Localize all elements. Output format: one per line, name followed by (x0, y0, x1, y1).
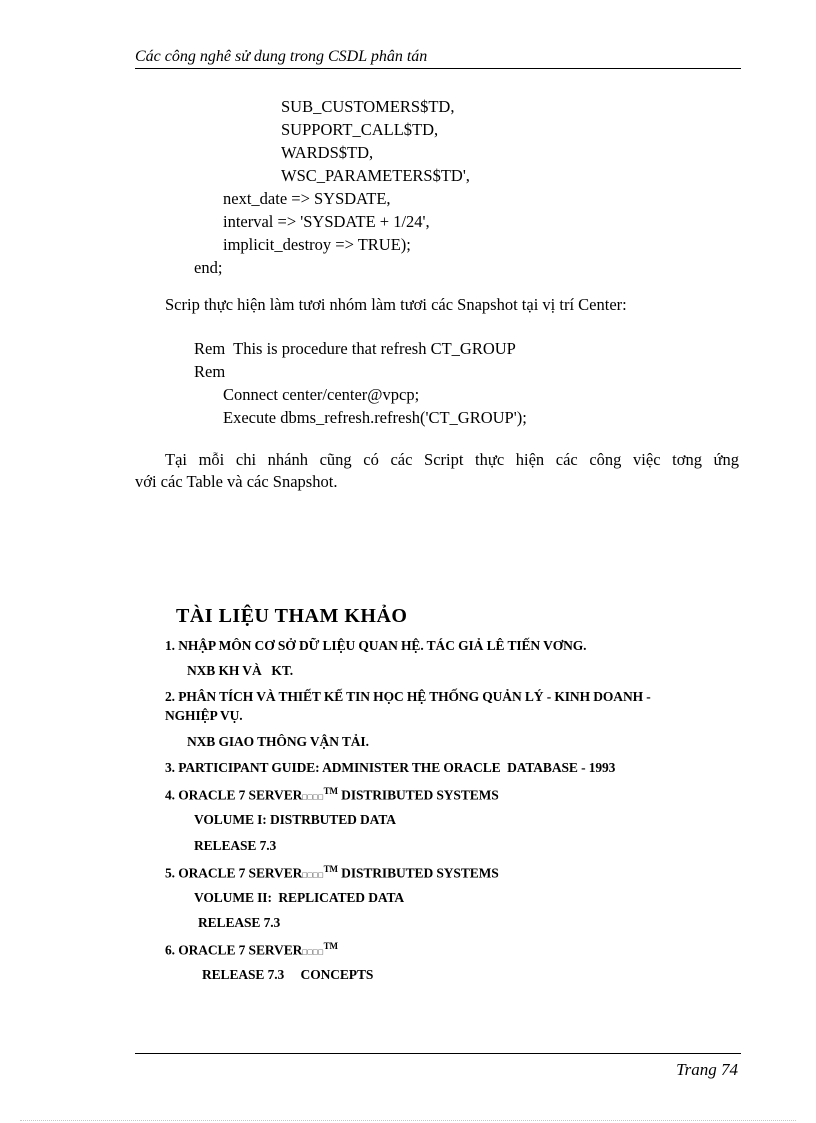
code-line: SUPPORT_CALL$TD, (281, 120, 439, 139)
reference-item: NXB GIAO THÔNG VẬN TẢI. (187, 734, 369, 749)
reference-text: 4. ORACLE 7 SERVER (165, 787, 303, 803)
reference-item: RELEASE 7.3 (194, 838, 277, 853)
reference-item (165, 864, 499, 882)
trademark-mark: TM (323, 786, 338, 796)
page-edge-divider (20, 1120, 796, 1121)
reference-item (165, 786, 499, 804)
reference-text: 6. ORACLE 7 SERVER (165, 942, 303, 958)
reference-item: RELEASE 7.3 CONCEPTS (202, 967, 374, 982)
reference-item: VOLUME II: REPLICATED DATA (194, 890, 405, 905)
code-line: Execute dbms_refresh.refresh('CT_GROUP'); (223, 408, 527, 427)
references-title: TÀI LIỆU THAM KHẢO (176, 605, 408, 627)
paragraph: Tại mỗi chi nhánh cũng có các Script thực hiện các công việc tơng ứng (165, 450, 739, 469)
page-number: Trang 74 (676, 1060, 738, 1079)
code-line: SUB_CUSTOMERS$TD, (281, 97, 455, 116)
code-line: implicit_destroy => TRUE); (223, 235, 411, 254)
reference-item: VOLUME I: DISTRBUTED DATA (194, 812, 396, 827)
reference-item: RELEASE 7.3 (198, 915, 281, 930)
reference-item: NGHIỆP VỤ. (165, 708, 243, 723)
reference-text: DISTRIBUTED SYSTEMS (337, 787, 499, 803)
paragraph: với các Table và các Snapshot. (135, 472, 338, 491)
code-line: WSC_PARAMETERS$TD', (281, 166, 470, 185)
footer-divider (135, 1053, 741, 1054)
reference-text: 5. ORACLE 7 SERVER (165, 865, 303, 881)
reference-item: 1. NHẬP MÔN CƠ SỞ DỮ LIỆU QUAN HỆ. TÁC GIẢ LÊ TIẾN VƠNG. (165, 638, 587, 653)
square-glyphs: □□□□ (302, 792, 324, 802)
page-header: Các công nghê sử dung trong CSDL phân tán (135, 48, 741, 69)
code-line: WARDS$TD, (281, 143, 374, 162)
trademark-mark: TM (323, 864, 338, 874)
code-line: next_date => SYSDATE, (223, 189, 391, 208)
code-line: interval => 'SYSDATE + 1/24', (223, 212, 430, 231)
code-line: Connect center/center@vpcp; (223, 385, 420, 404)
reference-item: 3. PARTICIPANT GUIDE: ADMINISTER THE ORACLE DATABASE - 1993 (165, 760, 616, 775)
square-glyphs: □□□□ (302, 947, 324, 957)
code-line: Rem This is procedure that refresh CT_GROUP (194, 339, 516, 358)
reference-item: 2. PHÂN TÍCH VÀ THIẾT KẾ TIN HỌC HỆ THỐNG QUẢN LÝ - KINH DOANH - (165, 689, 651, 704)
reference-item: NXB KH VÀ KT. (187, 663, 294, 678)
reference-text: DISTRIBUTED SYSTEMS (337, 865, 499, 881)
code-line: end; (194, 258, 223, 277)
square-glyphs: □□□□ (302, 870, 324, 880)
reference-item (165, 941, 338, 959)
paragraph: Scrip thực hiện làm tươi nhóm làm tươi các Snapshot tại vị trí Center: (165, 295, 627, 314)
code-line: Rem (194, 362, 226, 381)
trademark-mark: TM (323, 941, 338, 951)
